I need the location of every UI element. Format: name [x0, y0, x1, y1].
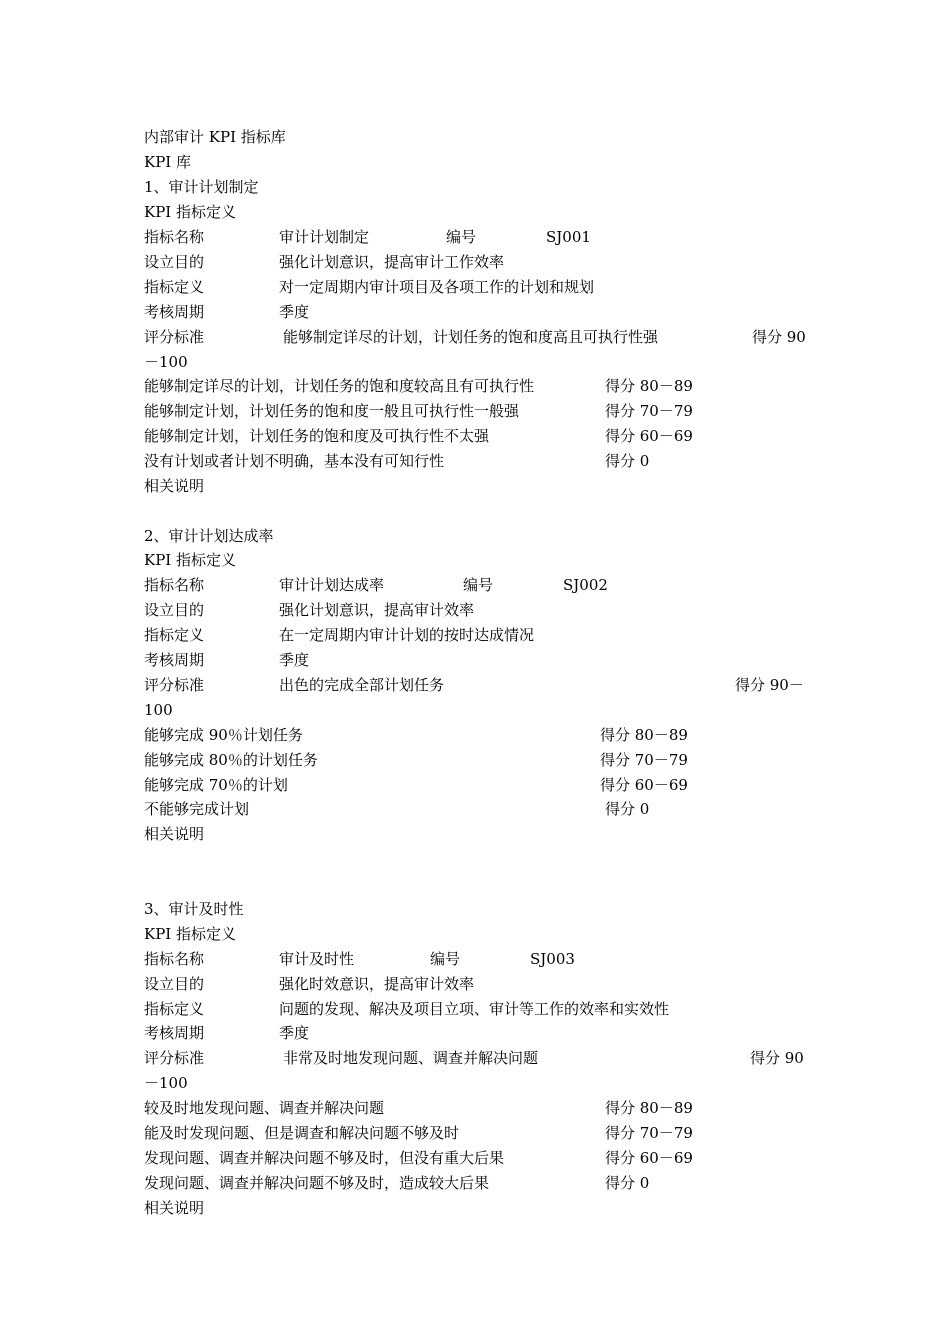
- label-definition: 指标定义: [144, 1000, 205, 1018]
- criteria-top-wrap: 100: [144, 701, 173, 719]
- value-code: SJ003: [530, 950, 575, 968]
- kpi-definition-header: KPI 指标定义: [144, 925, 236, 943]
- label-criteria: 评分标准: [144, 676, 205, 694]
- criteria-score: 得分 0: [605, 452, 650, 470]
- value-period: 季度: [279, 303, 310, 321]
- label-criteria: 评分标准: [144, 1049, 205, 1067]
- criteria-text: 能够制定计划，计划任务的饱和度一般且可执行性一般强: [144, 402, 520, 420]
- criteria-score: 得分 0: [605, 1174, 650, 1192]
- criteria-score: 得分 60－69: [600, 776, 688, 794]
- value-period: 季度: [279, 651, 310, 669]
- criteria-top-wrap: －100: [144, 353, 188, 371]
- label-name: 指标名称: [144, 228, 205, 246]
- related-notes-label: 相关说明: [144, 477, 205, 495]
- criteria-score: 得分 70－79: [605, 402, 693, 420]
- label-purpose: 设立目的: [144, 975, 205, 993]
- criteria-score: 得分 0: [605, 800, 650, 818]
- value-definition: 在一定周期内审计计划的按时达成情况: [279, 626, 535, 644]
- value-name: 审计计划达成率: [279, 576, 385, 594]
- label-period: 考核周期: [144, 1024, 205, 1042]
- label-code: 编号: [430, 950, 461, 968]
- related-notes-label: 相关说明: [144, 1199, 205, 1217]
- criteria-top-score: 得分 90－: [735, 676, 804, 694]
- criteria-score: 得分 80－89: [600, 726, 688, 744]
- criteria-score: 得分 80－89: [605, 1099, 693, 1117]
- section-heading: 3、审计及时性: [144, 900, 244, 918]
- label-name: 指标名称: [144, 950, 205, 968]
- label-period: 考核周期: [144, 651, 205, 669]
- criteria-text: 发现问题、调查并解决问题不够及时，造成较大后果: [144, 1174, 490, 1192]
- criteria-text: 能够完成 90％计划任务: [144, 726, 303, 744]
- value-purpose: 强化时效意识，提高审计效率: [279, 975, 475, 993]
- label-period: 考核周期: [144, 303, 205, 321]
- criteria-text: 较及时地发现问题、调查并解决问题: [144, 1099, 385, 1117]
- document-title: 内部审计 KPI 指标库: [144, 128, 286, 146]
- value-purpose: 强化计划意识，提高审计效率: [279, 601, 475, 619]
- label-definition: 指标定义: [144, 626, 205, 644]
- value-name: 审计及时性: [279, 950, 355, 968]
- criteria-top: 出色的完成全部计划任务: [279, 676, 445, 694]
- kpi-definition-header: KPI 指标定义: [144, 551, 236, 569]
- value-purpose: 强化计划意识，提高审计工作效率: [279, 253, 505, 271]
- criteria-score: 得分 60－69: [605, 427, 693, 445]
- criteria-score: 得分 60－69: [605, 1149, 693, 1167]
- criteria-text: 没有计划或者计划不明确，基本没有可知行性: [144, 452, 445, 470]
- value-code: SJ001: [546, 228, 591, 246]
- criteria-top: 能够制定详尽的计划，计划任务的饱和度高且可执行性强: [283, 328, 659, 346]
- label-purpose: 设立目的: [144, 601, 205, 619]
- value-name: 审计计划制定: [279, 228, 370, 246]
- criteria-text: 能够完成 80％的计划任务: [144, 751, 318, 769]
- criteria-text: 能够制定计划，计划任务的饱和度及可执行性不太强: [144, 427, 490, 445]
- value-period: 季度: [279, 1024, 310, 1042]
- section-heading: 1、审计计划制定: [144, 178, 259, 196]
- related-notes-label: 相关说明: [144, 825, 205, 843]
- value-definition: 问题的发现、解决及项目立项、审计等工作的效率和实效性: [279, 1000, 670, 1018]
- document-subtitle: KPI 库: [144, 153, 191, 171]
- label-code: 编号: [463, 576, 494, 594]
- criteria-top-score: 得分 90: [752, 328, 806, 346]
- label-name: 指标名称: [144, 576, 205, 594]
- criteria-text: 能够完成 70％的计划: [144, 776, 288, 794]
- criteria-text: 能及时发现问题、但是调查和解决问题不够及时: [144, 1124, 460, 1142]
- label-criteria: 评分标准: [144, 328, 205, 346]
- criteria-top-score: 得分 90: [750, 1049, 804, 1067]
- value-definition: 对一定周期内审计项目及各项工作的计划和规划: [279, 278, 595, 296]
- label-code: 编号: [446, 228, 477, 246]
- value-code: SJ002: [563, 576, 608, 594]
- kpi-definition-header: KPI 指标定义: [144, 203, 236, 221]
- criteria-text: 不能够完成计划: [144, 800, 250, 818]
- section-heading: 2、审计计划达成率: [144, 527, 274, 545]
- label-purpose: 设立目的: [144, 253, 205, 271]
- criteria-score: 得分 70－79: [600, 751, 688, 769]
- criteria-score: 得分 70－79: [605, 1124, 693, 1142]
- criteria-top: 非常及时地发现问题、调查并解决问题: [283, 1049, 539, 1067]
- criteria-top-wrap: －100: [144, 1074, 188, 1092]
- label-definition: 指标定义: [144, 278, 205, 296]
- criteria-text: 能够制定详尽的计划，计划任务的饱和度较高且有可执行性: [144, 377, 535, 395]
- criteria-text: 发现问题、调查并解决问题不够及时，但没有重大后果: [144, 1149, 505, 1167]
- criteria-score: 得分 80－89: [605, 377, 693, 395]
